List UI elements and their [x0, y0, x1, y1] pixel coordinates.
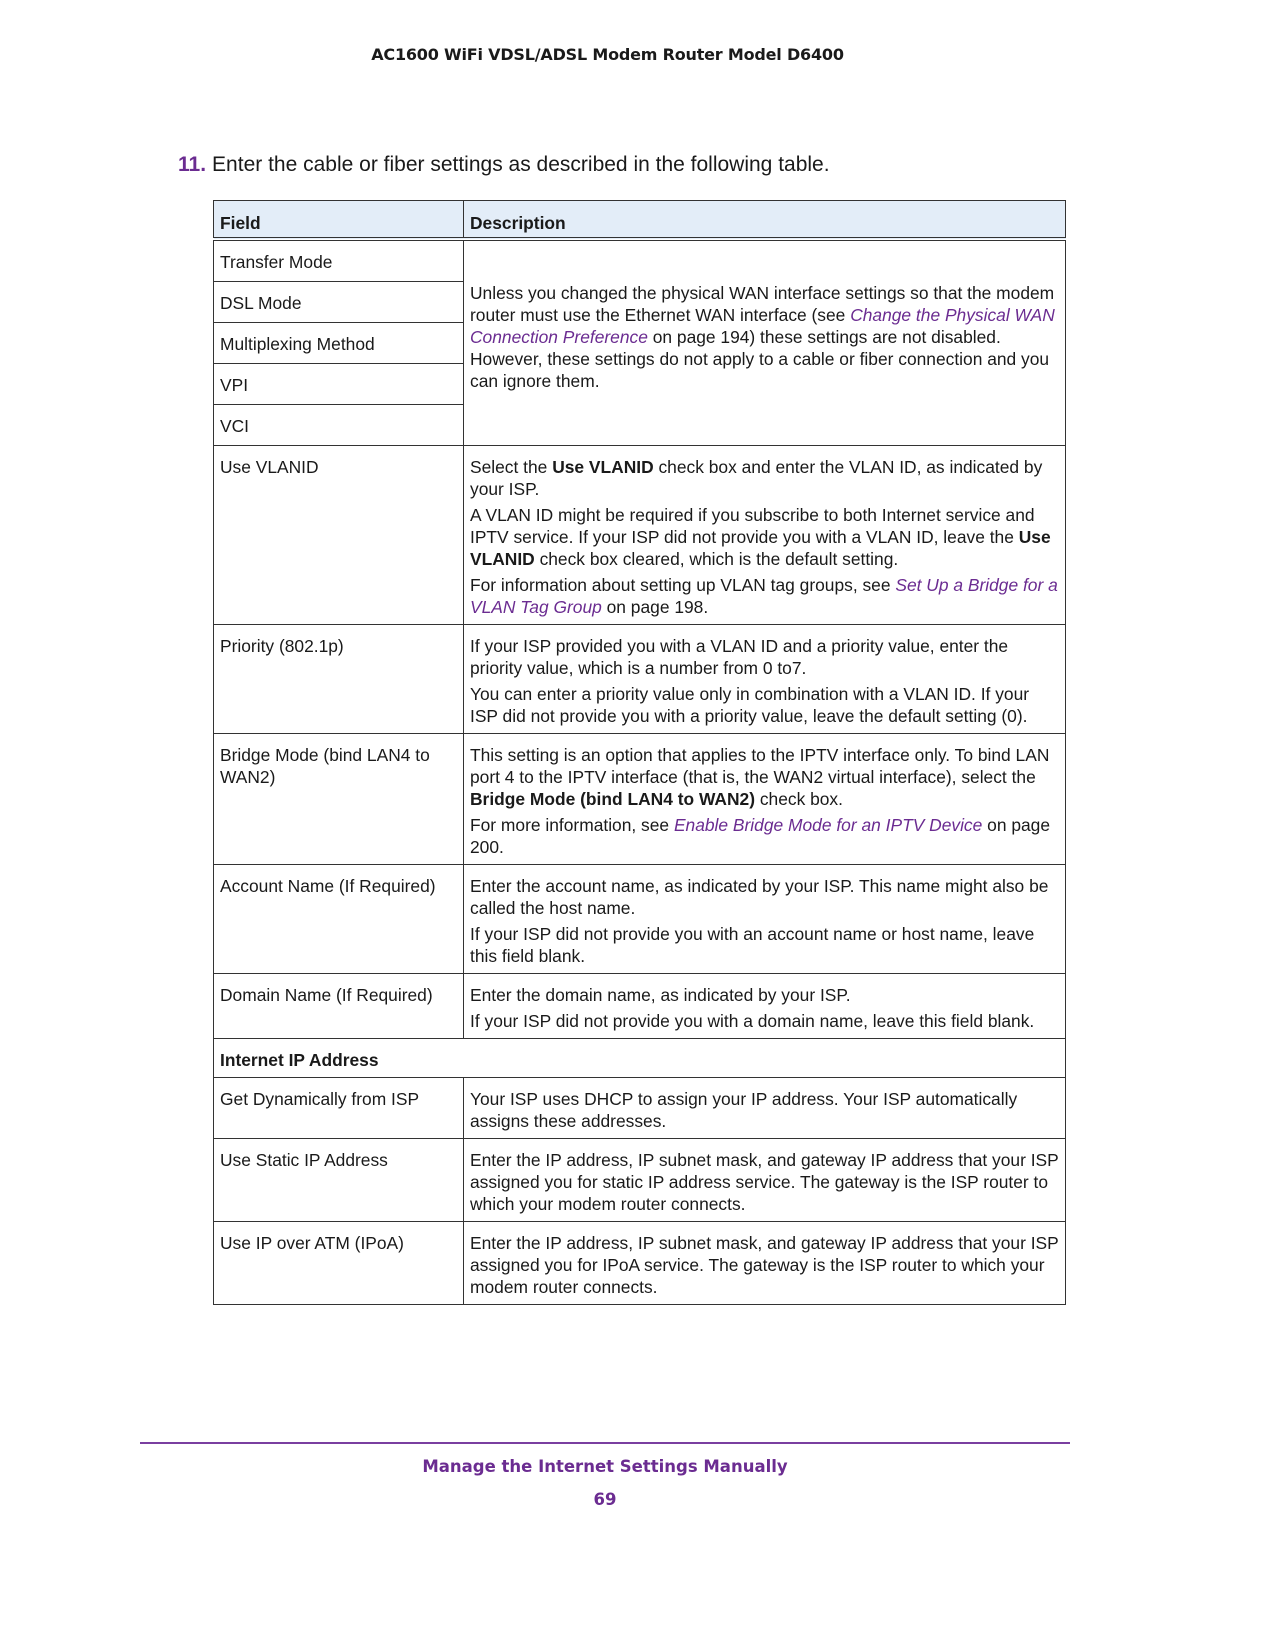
field-multiplexing-method: Multiplexing Method [214, 323, 464, 364]
desc-paragraph: You can enter a priority value only in combination with a VLAN ID. If your ISP did not provide you with a priority value, leave the default setting (0). [470, 684, 1030, 726]
step-instruction [178, 153, 830, 177]
description-domain-name [464, 974, 1066, 1039]
column-header-description: Description [464, 201, 1066, 240]
desc-text: Unless you changed the physical WAN interface settings so that the modem router must use the Ethernet WAN interface (see [470, 283, 1055, 325]
desc-text: check box and enter the VLAN ID, as indicated by your ISP. [470, 457, 1043, 499]
desc-text: check box cleared, which is the default setting. [534, 549, 899, 569]
description-priority [464, 625, 1066, 734]
table-section-row [214, 1039, 1066, 1078]
desc-paragraph: Enter the account name, as indicated by your ISP. This name might also be called the host name. [470, 876, 1049, 918]
step-text: Enter the cable or fiber settings as described in the following table. [212, 153, 830, 176]
desc-text: A VLAN ID might be required if you subscribe to both Internet service and IPTV service. If your ISP did not provide you with a VLAN ID, leave the [470, 505, 1035, 547]
link-set-up-bridge-vlan[interactable]: Set Up a Bridge for a VLAN Tag Group [470, 575, 1058, 617]
settings-table [213, 200, 1066, 1305]
table-row [214, 1078, 1066, 1139]
field-get-dynamically: Get Dynamically from ISP [214, 1078, 464, 1139]
description-static-ip [464, 1139, 1066, 1222]
link-change-physical-wan[interactable]: Change the Physical WAN Connection Preference [470, 305, 1055, 347]
desc-text: Select the [470, 457, 553, 477]
footer-divider [140, 1442, 1070, 1444]
desc-text: on page 194) these settings are not disabled. However, these settings do not apply to a cable or fiber connection and you can ignore them. [470, 327, 1050, 391]
desc-paragraph: If your ISP provided you with a VLAN ID and a priority value, enter the priority value, which is a number from 0 to7. [470, 636, 1009, 678]
table-header-row [214, 201, 1066, 240]
table-row [214, 239, 1066, 282]
description-get-dynamically [464, 1078, 1066, 1139]
desc-paragraph: Enter the IP address, IP subnet mask, and gateway IP address that your ISP assigned you for IPoA service. The gateway is the ISP router to which your modem router connects. [470, 1233, 1059, 1297]
column-header-field: Field [214, 201, 464, 240]
desc-paragraph: If your ISP did not provide you with an account name or host name, leave this field blank. [470, 924, 1035, 966]
field-use-vlanid: Use VLANID [214, 446, 464, 625]
description-bridge-mode [464, 734, 1066, 865]
field-bridge-mode: Bridge Mode (bind LAN4 to WAN2) [214, 734, 464, 865]
table-row [214, 1222, 1066, 1305]
field-ipoa: Use IP over ATM (IPoA) [214, 1222, 464, 1305]
field-domain-name: Domain Name (If Required) [214, 974, 464, 1039]
running-header: AC1600 WiFi VDSL/ADSL Modem Router Model D6400 [371, 45, 844, 64]
desc-bold: Use VLANID [470, 527, 1051, 569]
field-vci: VCI [214, 405, 464, 446]
table-row [214, 446, 1066, 625]
desc-paragraph [470, 744, 1059, 810]
field-priority: Priority (802.1p) [214, 625, 464, 734]
table-row [214, 1139, 1066, 1222]
page-number: 69 [593, 1490, 617, 1509]
section-internet-ip-address: Internet IP Address [214, 1039, 1066, 1078]
desc-bold: Use VLANID [552, 457, 654, 477]
table-row [214, 865, 1066, 974]
desc-paragraph [470, 456, 1059, 500]
link-enable-bridge-mode-iptv[interactable]: Enable Bridge Mode for an IPTV Device [673, 815, 983, 835]
desc-paragraph [470, 814, 1059, 858]
desc-paragraph: Enter the domain name, as indicated by your ISP. [470, 985, 851, 1005]
desc-text: on page 200. [470, 815, 1051, 857]
desc-text: check box. [755, 789, 843, 809]
field-vpi: VPI [214, 364, 464, 405]
desc-paragraph [470, 574, 1059, 618]
table-row [214, 974, 1066, 1039]
desc-text: For information about setting up VLAN tag groups, see [470, 575, 896, 595]
desc-text: This setting is an option that applies to the IPTV interface only. To bind LAN port 4 to the IPTV interface (that is, the WAN2 virtual interface), select the [470, 745, 1050, 787]
field-static-ip: Use Static IP Address [214, 1139, 464, 1222]
desc-paragraph: If your ISP did not provide you with a domain name, leave this field blank. [470, 1011, 1035, 1031]
desc-text: For more information, see [470, 815, 674, 835]
step-number: 11. [178, 153, 207, 176]
description-account-name [464, 865, 1066, 974]
field-dsl-mode: DSL Mode [214, 282, 464, 323]
desc-paragraph: Your ISP uses DHCP to assign your IP address. Your ISP automatically assigns these addresses. [470, 1089, 1018, 1131]
description-use-vlanid [464, 446, 1066, 625]
description-ipoa [464, 1222, 1066, 1305]
description-dsl-group [464, 239, 1066, 446]
desc-paragraph [470, 504, 1059, 570]
table-row [214, 625, 1066, 734]
footer-section-title: Manage the Internet Settings Manually [422, 1457, 788, 1476]
desc-text: on page 198. [601, 597, 709, 617]
desc-paragraph: Enter the IP address, IP subnet mask, and gateway IP address that your ISP assigned you for static IP address service. The gateway is the ISP router to which your modem router connects. [470, 1150, 1059, 1214]
table-row [214, 734, 1066, 865]
field-transfer-mode: Transfer Mode [214, 239, 464, 282]
desc-bold: Bridge Mode (bind LAN4 to WAN2) [470, 789, 755, 809]
field-account-name: Account Name (If Required) [214, 865, 464, 974]
